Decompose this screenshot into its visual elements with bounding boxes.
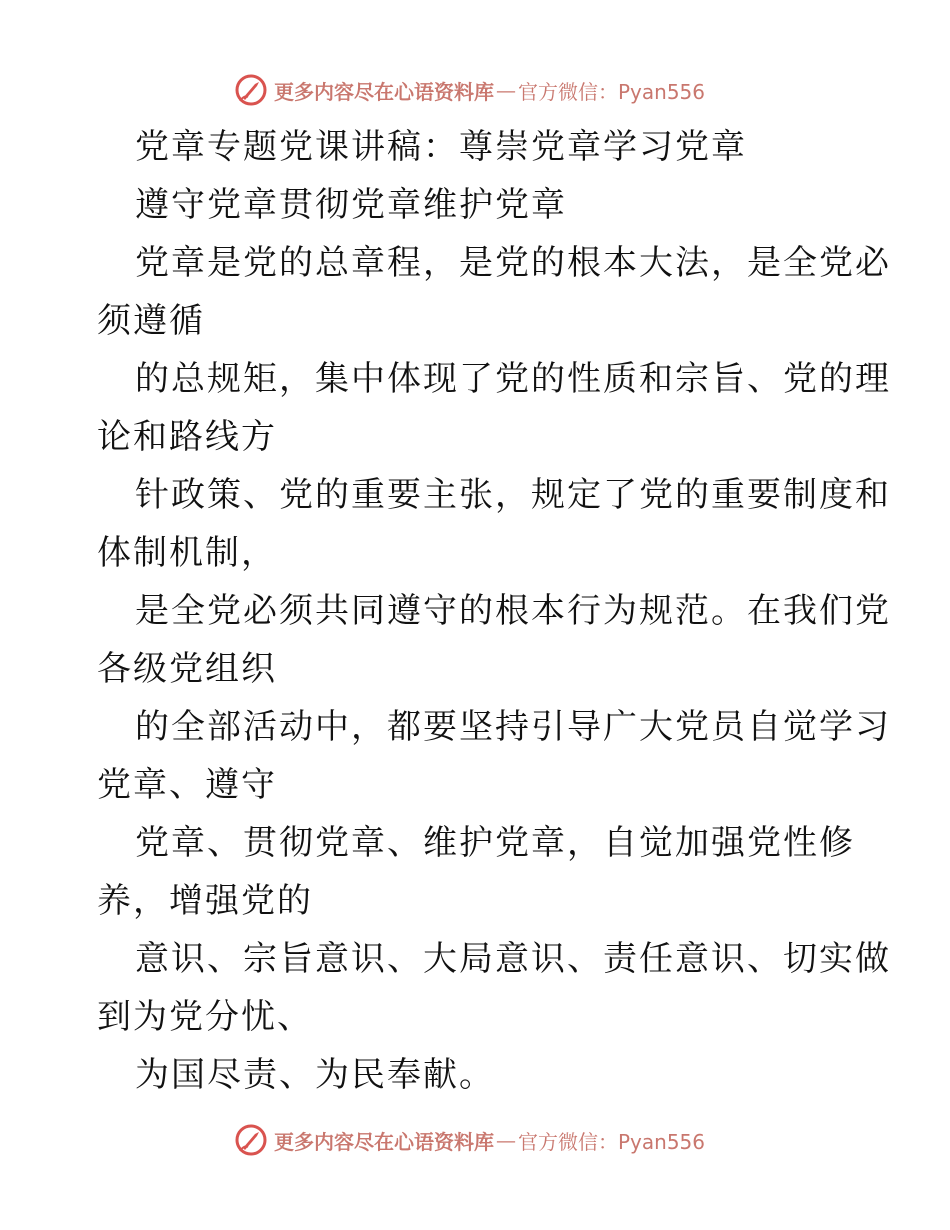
pen-logo-icon — [234, 1123, 268, 1157]
pen-logo-icon — [234, 73, 268, 107]
banner-wechat-text: 官方微信：Pyan556 — [518, 1129, 706, 1154]
document-line: 须遵循 — [97, 301, 205, 341]
document-line: 为国尽责、为民奉献。 — [135, 1055, 495, 1095]
header-banner — [234, 70, 705, 110]
document-line: 党章、遵守 — [97, 765, 277, 805]
document-line: 体制机制， — [97, 533, 277, 573]
banner-separator: — — [496, 78, 516, 102]
document-line: 党章专题党课讲稿：尊崇党章学习党章 — [135, 127, 747, 167]
footer-banner — [234, 1120, 705, 1160]
document-line: 的全部活动中，都要坚持引导广大党员自觉学习 — [135, 707, 891, 747]
banner-brand-text: 更多内容尽在心语资料库 — [274, 79, 494, 104]
document-line: 各级党组织 — [97, 649, 277, 689]
document-line: 针政策、党的重要主张，规定了党的重要制度和 — [135, 475, 891, 515]
document-line: 论和路线方 — [97, 417, 277, 457]
document-body — [97, 118, 891, 1104]
document-line: 意识、宗旨意识、大局意识、责任意识、切实做 — [135, 939, 891, 979]
banner-separator: — — [496, 1128, 516, 1152]
document-line: 党章、贯彻党章、维护党章，自觉加强党性修 — [135, 823, 855, 863]
document-line: 遵守党章贯彻党章维护党章 — [135, 185, 567, 225]
banner-brand-text: 更多内容尽在心语资料库 — [274, 1129, 494, 1154]
banner-wechat-text: 官方微信：Pyan556 — [518, 79, 706, 104]
document-line: 党章是党的总章程，是党的根本大法，是全党必 — [135, 243, 891, 283]
document-line: 养，增强党的 — [97, 881, 313, 921]
document-line: 是全党必须共同遵守的根本行为规范。在我们党 — [135, 591, 891, 631]
document-line: 到为党分忧、 — [97, 997, 313, 1037]
document-line: 的总规矩，集中体现了党的性质和宗旨、党的理 — [135, 359, 891, 399]
